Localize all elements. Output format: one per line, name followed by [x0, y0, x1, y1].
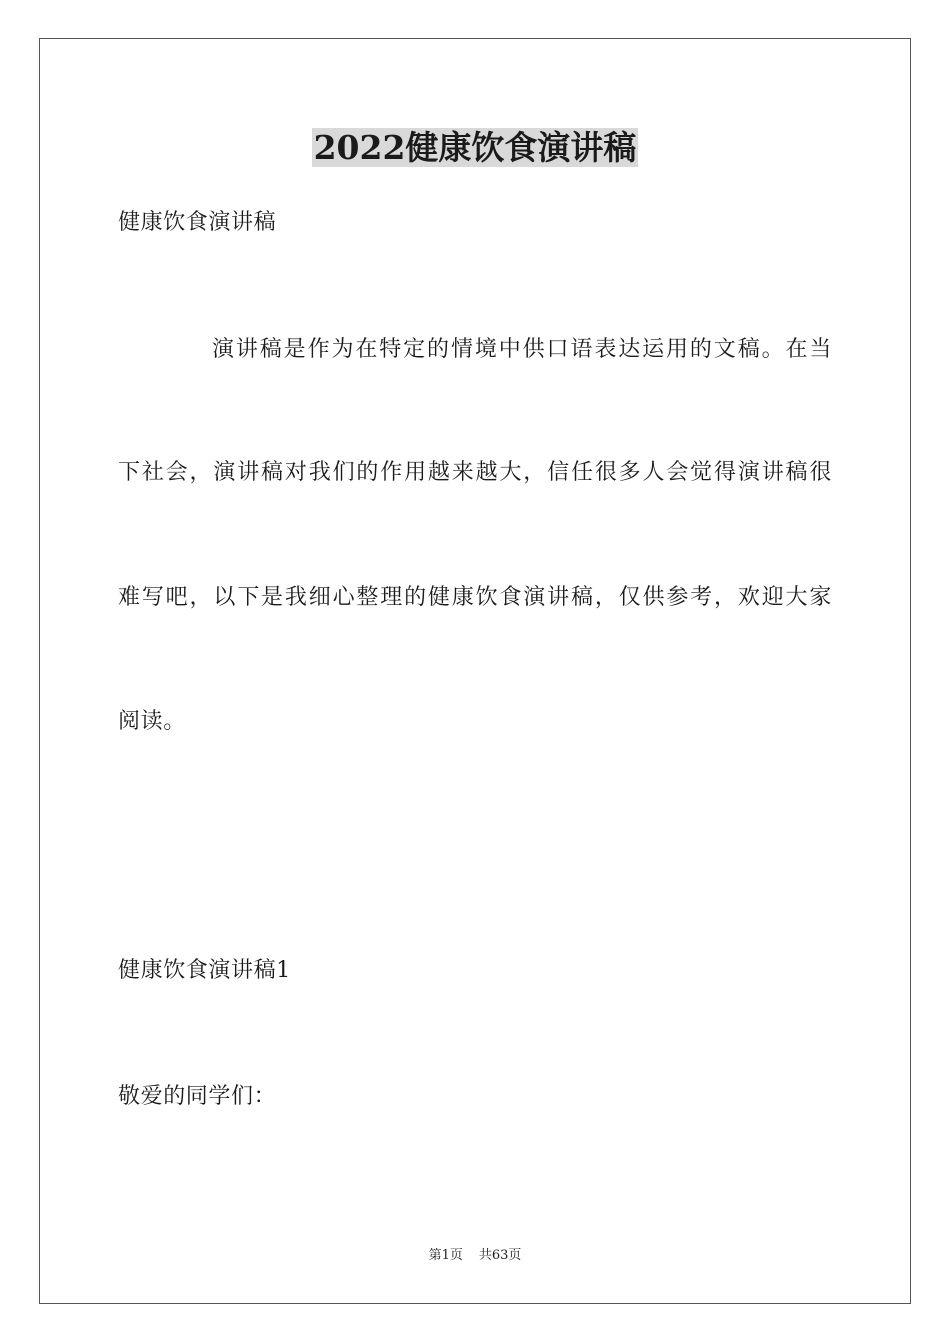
intro-paragraph-line: 难写吧，以下是我细心整理的健康饮食演讲稿，仅供参考，欢迎大家 [118, 585, 832, 610]
intro-paragraph-line: 阅读。 [118, 709, 186, 734]
document-title [0, 126, 950, 170]
page-footer [0, 1247, 950, 1265]
salutation: 敬爱的同学们： [118, 1084, 277, 1109]
section-heading: 健康饮食演讲稿1 [118, 958, 291, 983]
document-subtitle: 健康饮食演讲稿 [118, 210, 277, 235]
page-number: 第1页 [428, 1248, 463, 1263]
intro-paragraph-line: 演讲稿是作为在特定的情境中供口语表达运用的文稿。在当 [212, 337, 832, 362]
page-total: 共63页 [478, 1248, 522, 1263]
intro-paragraph-line: 下社会，演讲稿对我们的作用越来越大，信任很多人会觉得演讲稿很 [118, 460, 832, 485]
document-title-text: 2022健康饮食演讲稿 [313, 128, 637, 167]
